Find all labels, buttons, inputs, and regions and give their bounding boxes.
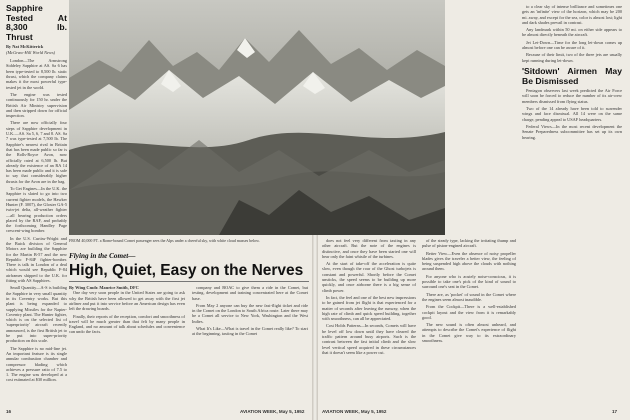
paragraph: Any landmark within 50 mi. on either side appears to be almost directly beneath the aircraft. [522, 27, 622, 38]
paragraph: London—The Armstrong Siddeley Sapphire at AS. Sa 6 has been type-tested to 8,500 lb. static thrust, which the company claims makes it the most powerful type-tested jet in the world. [6, 58, 67, 90]
paragraph: Cost Holds Patterns—In seconds, Comets will have be level off low down until they have cleared the traffic pattern around busy airports. Such is the contrast between the fast initial climb and the slow level vertical speed acquired in these circumstances that it doesn't seem like a power cut. [322, 323, 416, 355]
paragraph: Two of the 14 already have been told to surrender wings and face dismissal. All 14 were on the same charge, pending appeal to USAF headquarters. [522, 106, 622, 122]
left-issue-line: AVIATION WEEK, May 5, 1952 [240, 409, 305, 414]
paragraph: to a clear sky of intense brilliance and sometimes one gets an 'infinite' view of the horizon, which may be 200 mi. away, and except for the sea, color is almost lost; light and dark shades prevail in contrast. [522, 4, 622, 25]
sapphire-sidebar-article [6, 4, 67, 385]
paragraph: In fact, the feel and one of the best new impressions to be gained from jet flight is that experienced for a matter of seconds after leaving the runway, when the high rate of climb and quick speed building, together with smoothness, can all be appreciated. [322, 294, 416, 322]
paragraph: of the steady type, lacking the irritating thump and pulse of piston-engined aircraft. [422, 238, 516, 249]
comet-alps-photo [69, 0, 445, 235]
paragraph: From May 2 anyone can buy the new fast-flight ticket and ride in the Comet on the London to South Africa route. Later there may be a Comet all service to New York, Washington and the West Indies. [192, 302, 308, 324]
right-column-2 [422, 238, 516, 345]
main-headline: High, Quiet, Easy on the Nerves [69, 262, 304, 279]
dismissal-subhead: 'Sitdown' Airmen May Be Dismissed [522, 65, 622, 86]
paragraph: company and BOAC to give them a ride in the Comet, but testing, development and training concentrated here at the Comet base. [192, 285, 308, 301]
right-column-3-body [522, 4, 622, 63]
right-column-2-body [422, 238, 516, 343]
paragraph: For anyone who is acutely noise-conscious, it is possible to take one's pick of the kind of sound to surround one's seat in the Comet. [422, 273, 516, 290]
paragraph: To Get Engines—In the U.K. the Sapphire is slated to go into two current fighter models, the Hawker Hunter (F. 3007), the Gloster GA-5 twin-jet delta, all-weather fighter—all bearing production orders placed by the RAF, and probably the forthcoming Handley Page crescent-wing bomber. [6, 186, 67, 234]
paragraph: does not feel very different from taxiing in any other aircraft. But the note of the engines is distinctive, and once they have been started one will hear only the faint whistle of the turbines. [322, 238, 416, 259]
paragraph: One day very soon people in the United States are going to ask why the British have been allowed to get away with the first jet airliner and put it into service before an American design has even left the drawing boards. [69, 290, 185, 312]
paragraph: What It's Like—What is travel in the Comet really like? To start at the beginning, taxiing in the Comet [192, 326, 308, 337]
paragraph: Finally, their reports of the reception, comfort and smoothness of travel will be much greater than that felt by many people in England, and no amount of talk about schedules and convenience can undo the facts. [69, 313, 185, 335]
paragraph: From the Cockpit—There is a well-established cockpit layout and the view from it is remarkably good. [422, 304, 516, 320]
paragraph: Pentagon observers last week predicted the Air Force will soon be forced to reduce the number of its air-crew members dismissed from flying status. [522, 88, 622, 104]
paragraph: Federal Views—In the most recent development the Senate Preparedness subcommittee has set up its own hearing. [522, 123, 622, 140]
sapphire-byline-affiliation: (McGraw-Hill World News) [6, 49, 56, 55]
paragraph: Small Quantity—A-S is building the Sapphire in very small quantity in its Coventry works. But this plant is being expanded to supplying Missiles for the Napier-Coventry plant. The Hunter fighter, which is on the selected list of 'superpriority' aircraft recently announced, is the first British jet to be put into super-priority production on this scale. [6, 285, 67, 344]
alps-from-comet-illustration [69, 0, 445, 235]
right-column-1-body [322, 238, 416, 355]
paragraph: Because of their limit, two of the three jets are usually kept running during let-down. [522, 52, 622, 63]
paragraph: Better View—Even the absence of noisy propeller blades gives the traveler a better view, the feeling of being suspended high above the clouds with nothing around them. [422, 250, 516, 272]
paragraph: There are, as 'pocket' of sound in the Comet where the engines seem almost inaudible. [422, 291, 516, 302]
paragraph: At the start of take-off the acceleration is quite slow, even though the roar of the Ghost turbojets is constant and powerful. Shortly before the Comet unsticks, the speed seems to be building up more quickly, and once airborne there is a big sense of climb power. [322, 261, 416, 293]
paragraph: The Sapphire is no mid-line jet. An important feature is its single annular combustion chamber and compressor blading which achieves a pressure ratio of 7.5 to 1. The engine was developed at a cost estimated at $30 million. [6, 345, 67, 383]
paragraph: In the U.S. Curtiss-Wright and the Buick division of General Motors are building the Sapphire for the Martin B-57 and the new Republic F-84F fighter-bomber. There is talk in London of a deal which would see Republic F-84 airframes shipped to the U.K. for fitting with AS Sapphires. [6, 235, 67, 284]
paragraph: There are now officially four steps of Sapphire development in U.K.—AS. Sa 5, 6, 7 and 8. AS. Sa 7 was type-tested at 7,500 lb. The Sapphire's nearest rival in Britain that has been made public so far is the Rolls-Royce Avon, now officially rated at 6,500 lb. But already the existence of an RA 14 has been made public and it is safe to say that considerably higher thrusts for the Avon are in the bag. [6, 120, 67, 184]
paragraph: Jet Let-Down—Time for the long let-down comes up almost before one can be aware of it. [522, 39, 622, 51]
paragraph: The new sound is often almost unheard, and attempts to describe the Comet's experience of flight in the Comet give way to its extraordinary smoothness. [422, 322, 516, 344]
left-page-number: 16 [6, 409, 12, 414]
photo-caption: FROM 40,000 FT. a Rome-bound Comet passenger sees the Alps under a cheerful sky, with white cloud masses below. [69, 238, 260, 243]
sapphire-byline: By Nat McKitterick [6, 44, 44, 50]
right-page-number: 17 [612, 409, 618, 414]
paragraph: The engine was tested continuously for 150 hr. under the British Air Ministry supervision and then stripped down for official inspection. [6, 91, 67, 119]
main-article-column-1 [69, 285, 185, 337]
section-kicker: Flying in the Comet— [69, 252, 136, 260]
right-column-1 [322, 238, 416, 357]
sapphire-body [6, 58, 67, 383]
right-column-3 [522, 4, 622, 142]
main-column-1-body [69, 290, 185, 334]
main-article-column-2 [192, 285, 308, 339]
main-byline: By Wing Cmdr. Maurice Smith, DFC [69, 285, 139, 290]
dismissal-body [522, 88, 622, 140]
right-issue-line: AVIATION WEEK, May 5, 1952 [322, 409, 387, 414]
sapphire-headline: Sapphire Tested At 8,300 lb. Thrust [6, 4, 67, 42]
main-column-2-body [192, 285, 308, 337]
headline-rule [69, 281, 309, 282]
